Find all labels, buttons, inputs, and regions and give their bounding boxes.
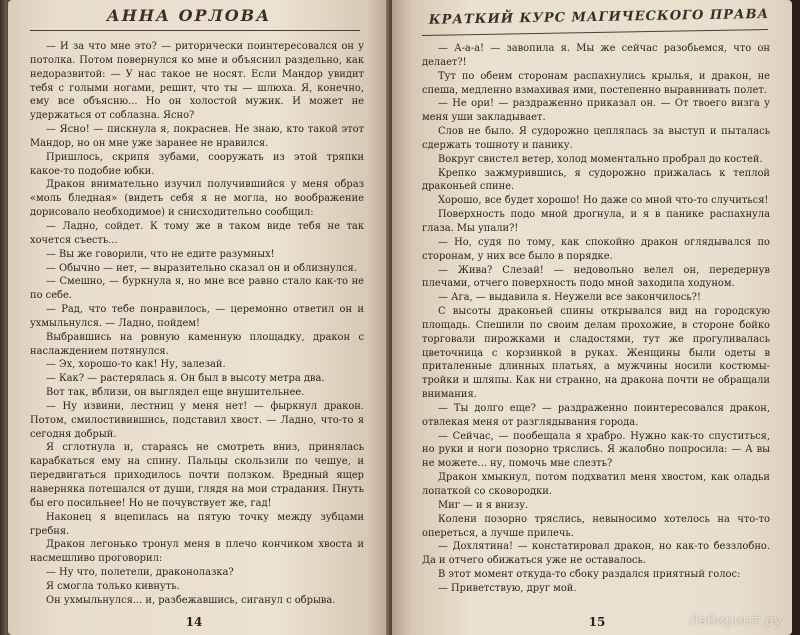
paragraph: — Жива? Слезай! — недовольно велел он, передернув плечами, отчего поверхность подо мной заходила ходуном.	[422, 264, 770, 290]
paragraph: — Но, судя по тому, как спокойно дракон оглядывался по сторонам, у них все было в порядке.	[422, 236, 770, 262]
paragraph: Крепко зажмурившись, я судорожно прижалась к теплой драконьей спине.	[422, 167, 770, 193]
right-page-number: 15	[588, 615, 606, 629]
paragraph: Вот так, вблизи, он выглядел еще внушительнее.	[46, 387, 305, 399]
paragraph: Тут по обеим сторонам распахнулись крылья, и дракон, не спеша, медленно взмахивая ими, постепенно выравнивать полет.	[422, 70, 770, 96]
paragraph: Я сглотнула и, стараясь не смотреть вниз, принялась карабкаться ему на спину. Пальцы скользили по чешуе, и передвигаться приходилось почти ползком. Вредный ящер наверняка потешался от души, глядя на мои страдания. Пнуть бы его посильнее! Но не почувствует же, гад!	[30, 442, 364, 509]
right-head-rule	[422, 29, 768, 36]
paragraph: Поверхность подо мной дрогнула, и я в панике распахнула глаза. Мы упали?!	[422, 209, 770, 234]
paragraph: — Ну что, полетели, драконолазка?	[46, 567, 234, 579]
right-page-text	[422, 42, 770, 596]
paragraph: Дракон легонько тронул меня в плечо кончиком хвоста и насмешливо проговорил:	[30, 539, 364, 565]
right-running-head: КРАТКИЙ КУРС МАГИЧЕСКОГО ПРАВА	[428, 6, 770, 28]
paragraph: — Вы же говорили, что не едите разумных!	[46, 248, 275, 260]
left-page-number: 14	[185, 615, 203, 629]
paragraph: В этот момент откуда-то сбоку раздался приятный голос:	[438, 569, 741, 581]
paragraph: Колени позорно тряслись, невыносимо хотелось на что-то опереться, а лучше прилечь.	[422, 513, 770, 539]
paragraph: С высоты драконьей спины открывался вид на городскую площадь. Спешили по своим делам прохожие, в стороне бойко торговали пирожками и сладостями, тут же прогуливалась цветочница с корзинкой в руках. Женщины были одеты в приталенные длинных платьях, а мужчины носили костюмы-тройки и шляпы. Как ни странно, на дракона почти не обращали внимания.	[422, 306, 770, 401]
paragraph: Выбравшись на ровную каменную площадку, дракон с наслаждением потянулся.	[30, 331, 364, 357]
paragraph: — Ты долго еще? — раздраженно поинтересовался дракон, отвлекая меня от разглядывания города.	[422, 402, 770, 428]
paragraph: Слов не было. Я судорожно цеплялась за выступ и пыталась сдержать тошноту и панику.	[422, 126, 770, 151]
paragraph: Он ухмыльнулся... и, разбежавшись, сиганул с обрыва.	[46, 594, 336, 606]
left-head-rule	[30, 30, 360, 31]
paragraph: — Рад, что тебе понравилось, — церемонно ответил он и ухмыльнулся. — Ладно, пойдем!	[30, 304, 364, 329]
paragraph: — Ага, — выдавила я. Неужели все закончилось?!	[438, 292, 701, 304]
paragraph: — Эх, хорошо-то как! Ну, залезай.	[46, 359, 226, 371]
paragraph: Хорошо, все будет хорошо! Но даже со мной что-то случиться!	[438, 195, 769, 207]
paragraph: — Дохлятина! — констатировал дракон, но как-то беззлобно. Да и отчего обижаться уже не оставалось.	[422, 541, 770, 567]
paragraph: — Ладно, сойдет. К тому же в таком виде тебя не так хочется съесть...	[30, 220, 364, 246]
paragraph: Миг — и я внизу.	[438, 499, 529, 511]
paragraph: Вокруг свистел ветер, холод моментально пробрал до костей.	[438, 153, 763, 165]
paragraph: Наконец я вцепилась на пятую точку между зубцами гребня.	[30, 511, 364, 537]
paragraph: — И за что мне это? — риторически поинтересовался он у потолка. Потом повернулся ко мне и объяснил раздельно, как недоразвитой: — У нас такое не носят. Если Мандор увидит тебя с голыми ногами, решит, что ты — шлюха. Я, конечно, ему все объясню... Но он холостой мужик. И может не удержаться от соблазна. Ясно?	[30, 41, 364, 122]
left-page-text	[30, 40, 364, 608]
paragraph: Я смогла только кивнуть.	[46, 580, 180, 592]
paragraph: Пришлось, скрипя зубами, сооружать из этой тряпки какое-то подобие юбки.	[30, 151, 364, 177]
paragraph: — Как? — растерялась я. Он был в высоту метра два.	[46, 373, 325, 385]
right-page	[392, 0, 792, 635]
paragraph: — Обычно — нет, — выразительно сказал он и облизнулся.	[46, 262, 357, 274]
watermark-logo: Лабиринт.ру	[688, 613, 782, 629]
paragraph: — Ну извини, лестниц у меня нет! — фыркнул дракон. Потом, смилостивившись, подставил хвост. — Ладно, что-то я сегодня добрый.	[30, 400, 364, 440]
left-page	[8, 0, 390, 635]
paragraph: Дракон хмыкнул, потом подхватил меня хвостом, как оладьи лопаткой со сковородки.	[422, 472, 770, 497]
left-running-head: АННА ОРЛОВА	[106, 6, 272, 25]
paragraph: — Приветствую, друг мой.	[438, 582, 577, 594]
paragraph: Дракон внимательно изучил получившийся у меня образ «моль бледная» (видеть себя я не могла, но воображение дорисовало необходимое) и снисходительно сообщил:	[30, 179, 364, 219]
paragraph: — А-а-а! — завопила я. Мы же сейчас разобьемся, что он делает?!	[422, 43, 770, 68]
paragraph: — Смешно, — буркнула я, но мне все равно стало как-то не по себе.	[30, 276, 364, 302]
paragraph: — Сейчас, — пообещала я храбро. Нужно как-то спуститься, но руки и ноги позорно тряслись. Я жалобно попросила: — А вы не можете... ну, помочь мне слезть?	[422, 430, 770, 470]
paragraph: — Не ори! — раздраженно приказал он. — От твоего визга у меня уши закладывает.	[422, 98, 770, 124]
paragraph: — Ясно! — пискнула я, покраснев. Не знаю, кто такой этот Мандор, но он мне уже заранее не нравился.	[30, 124, 364, 149]
